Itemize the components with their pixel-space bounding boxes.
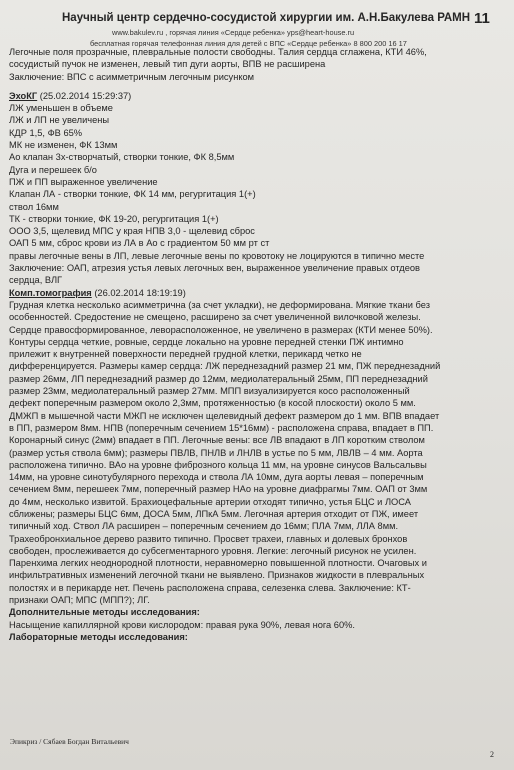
- header-phone-line: бесплатная горячая телефонная линия для детей с ВПС «Сердце ребенка» 8 800 200 16 17: [90, 39, 407, 48]
- intro-conclusion: Заключение: ВПС с асимметричным легочным рисунком: [9, 71, 255, 82]
- ct-line: типичный ход. Ствол ЛА расширен – поперечным сечением до 16мм; ПЛА 7мм, ЛЛА 8мм.: [9, 521, 399, 532]
- header-site-line: www.bakulev.ru , горячая линия «Сердце ребенка» yps@heart-house.ru: [112, 28, 355, 37]
- ct-heading: [9, 287, 502, 299]
- lab-methods-title: Лабораторные методы исследования:: [9, 631, 188, 642]
- ct-line: (размер устья ствола 6мм); размеры ПВЛВ, ПНЛВ и ЛНЛВ в устье по 5 мм, ЛВЛВ – 4 мм. Аорта: [9, 447, 423, 458]
- extra-methods-line: Насыщение капиллярной крови кислородом: правая рука 90%, левая нога 60%.: [9, 619, 356, 630]
- header-page-number: 11: [474, 10, 490, 27]
- echo-date: (25.02.2014 15:29:37): [39, 90, 132, 101]
- ct-section: [9, 299, 502, 606]
- document-body: [9, 46, 502, 643]
- ct-line: особенностей. Средостение не смещено, расширено за счет увеличенной вилочковой железы.: [9, 312, 421, 323]
- ct-line: сближены; размеры БЦС 6мм, ДОСА 5мм, ЛПкА 5мм. Легочная артерия отходит от ПЖ, имеет: [9, 508, 419, 519]
- ct-line: дифференцируется. Размеры камер сердца: ЛЖ переднезадний размер 21 мм, ПЖ переднезадний: [9, 361, 441, 372]
- ct-line: Трахеобронхиальное дерево развито типично. Просвет трахеи, главных и долевых бронхов: [9, 533, 408, 544]
- echo-line: ПЖ и ПП выраженное увеличение: [9, 176, 158, 187]
- ct-line: Сердце правосформированное, леворасположенное, не увеличено в размерах (КТИ менее 50%).: [9, 324, 433, 335]
- echo-line: ствол 16мм: [9, 201, 59, 212]
- ct-line: Паренхима легких неоднородной плотности, неравномерно повышенной плотности. Очаговых и: [9, 558, 427, 569]
- ct-title: Комп.томография: [9, 287, 92, 298]
- ct-date: (26.02.2014 18:19:19): [94, 287, 186, 298]
- ct-line: расположена типично. ВАо на уровне фиброзного кольца 11 мм, на уровне синусов Вальсальвы: [9, 459, 427, 470]
- echo-title: ЭхоКГ: [9, 90, 38, 101]
- ct-line: ДМЖП в мышечной части МЖП не исключен щелевидный дефект размером до 1 мм. ВПВ впадает: [9, 410, 440, 421]
- ct-line: прилежит к внутренней поверхности передней грудной клетки, перикард четко не: [9, 349, 362, 360]
- echo-heading: [9, 90, 502, 102]
- ct-line: 14мм, на уровне синотубулярного перехода и ствола ЛА 10мм, дуга аорты левая – поперечным: [9, 472, 424, 483]
- ct-line: сечением 8мм, перешеек 7мм, поперечный размер НАо на уровне диафрагмы 7мм. ОАП от 3мм: [9, 484, 428, 495]
- extra-methods-title: Дополнительные методы исследования:: [9, 607, 200, 618]
- footer-signature: Эпикриз / Сябаев Богдан Витальевич: [10, 737, 129, 746]
- ct-line: Грудная клетка несколько асимметрична (за счет укладки), не деформирована. Мягкие ткани без: [9, 299, 430, 310]
- ct-line: инфильтративных изменений легочной ткани не выявлено. Признаков жидкости в плевральных: [9, 570, 425, 581]
- ct-line: размер 23мм, медиолатеральный размер 27мм. МПП визуализируется косо расположенный: [9, 386, 410, 397]
- echo-line: Дуга и перешеек б/о: [9, 164, 97, 175]
- echo-line: Клапан ЛА - створки тонкие, ФК 14 мм, регургитация 1(+): [9, 189, 256, 200]
- ct-line: полостях и в перикарде нет. Печень расположена справа, селезенка слева. Заключение: КТ-: [9, 582, 411, 593]
- footer-page-number: 2: [490, 750, 494, 759]
- echo-line: ОАП 5 мм, сброс крови из ЛА в Ао с градиентом 50 мм рт ст: [9, 238, 270, 249]
- echo-line: сердца, ВЛГ: [9, 275, 63, 286]
- echo-line: ТК - створки тонкие, ФК 19-20, регургитация 1(+): [9, 213, 219, 224]
- echo-line: ООО 3,5, щелевид МПС у края НПВ 3,0 - щелевид сброс: [9, 226, 255, 237]
- echo-section: [9, 102, 502, 286]
- ct-line: Коронарный синус (2мм) впадает в ПП. Легочные вены: все ЛВ впадают в ЛП коротким стволом: [9, 435, 425, 446]
- ct-line: Контуры сердца четкие, ровные, сердце локально на уровне передней стенки ПЖ интимно: [9, 336, 404, 347]
- intro-line: сосудистый пучок не изменен, левый тип дуги аорты, ВПВ не расширена: [9, 59, 326, 70]
- echo-line: ЛЖ и ЛП не увеличены: [9, 115, 110, 126]
- echo-line: МК не изменен, ФК 13мм: [9, 140, 118, 151]
- intro-line: Легочные поля прозрачные, плевральные полости свободны. Талия сердца сглажена, КТИ 46%,: [9, 47, 427, 57]
- ct-line: дефект поперечным размером около 2,3мм, протяженностью (в косой плоскости) около 5 мм.: [9, 398, 416, 409]
- ct-line: в ПП, размером 8мм. НПВ (поперечным сечением 15*16мм) - расположена справа, впадает в ПП.: [9, 422, 434, 433]
- echo-line: КДР 1,5, ФВ 65%: [9, 127, 83, 138]
- ct-line: до 4мм, несколько извитой. Брахиоцефальные артерии отходят типично, устья БЦС и ЛОСА: [9, 496, 411, 507]
- header-title: Научный центр сердечно-сосудистой хирургии им. А.Н.Бакулева РАМН: [62, 12, 471, 24]
- ct-line: свободен, прослеживается до субсегментарного уровня. Легкие: легочный рисунок не усилен.: [9, 545, 417, 556]
- ct-line: размер 26мм, ЛП переднезадний размер до 12мм, медиолатеральный 25мм, ПП переднезадний: [9, 373, 428, 384]
- echo-line: ЛЖ уменьшен в объеме: [9, 103, 113, 114]
- echo-line: правы легочные вены в ЛП, левые легочные вены по кровотоку не лоцируются в типично месте: [9, 250, 425, 261]
- echo-line: Заключение: ОАП, атрезия устья левых легочных вен, выраженное увеличение правых отдеов: [9, 263, 420, 274]
- echo-line: Ао клапан 3х-створчатый, створки тонкие, ФК 8,5мм: [9, 152, 235, 163]
- ct-line: признаки ОАП; МПС (МПП?); ЛГ.: [9, 595, 150, 606]
